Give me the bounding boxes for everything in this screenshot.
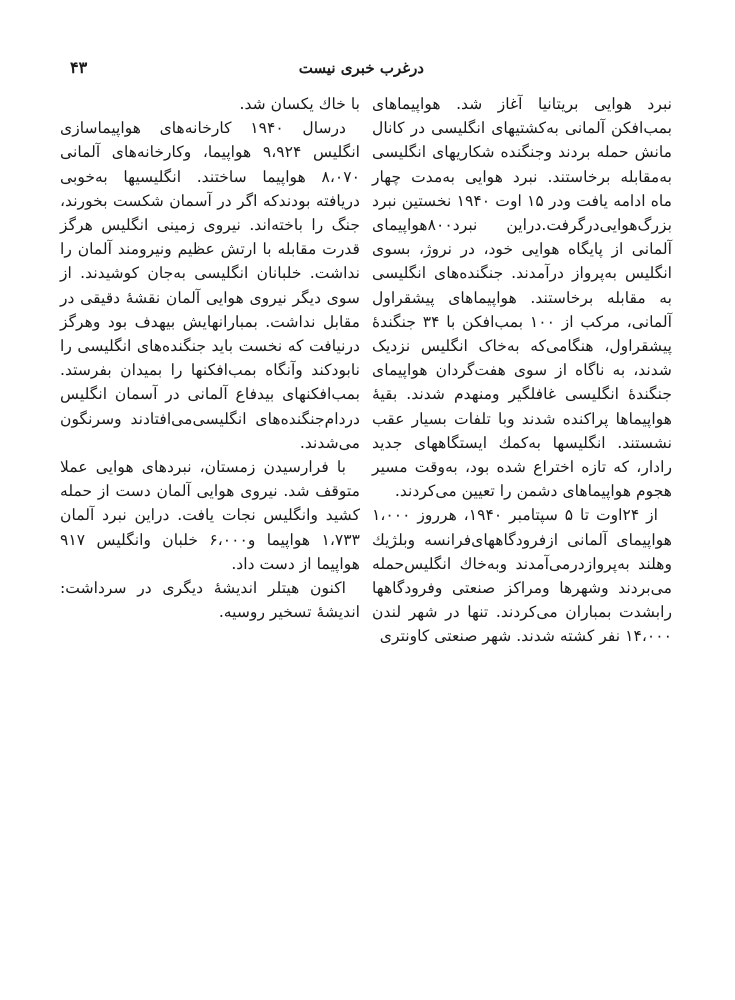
paragraph: با فرارسیدن زمستان، نبردهای هوایی عملا متوقف شد. نیروی هوایی آلمان دست از حمله کشید وانگلیس نجات یافت. دراین نبرد آلمان ۱،۷۳۳ هواپیما و۶،۰۰۰ خلبان وانگلیس ۹۱۷ هواپیما از دست داد.	[60, 458, 360, 573]
page-number: ۴۳	[70, 58, 88, 77]
paragraph: با خاك یکسان شد.	[239, 95, 360, 113]
paragraph: نبرد هوایی بریتانیا آغاز شد. هواپیماهای بمب‌افکن آلمانی به‌کشتیهای انگلیسی در کانال مانش حمله بردند وجنگنده شکاریهای انگلیسی به‌مقابله برخاستند. نبرد هوایی به‌مدت چهار ماه ادامه یافت ودر ۱۵ اوت ۱۹۴۰ نخستین نبرد بزرگ‌هوایی‌درگرفت.دراین نبرد۸۰۰هواپیمای آلمانی از پایگاه هوایی خود، در نروژ، بسوی انگلیس به‌پرواز درآمدند. جنگنده‌های انگلیسی به مقابله برخاستند. هواپیماهای پیشقراول آلمانی، مرکب از ۱۰۰ بمب‌افکن با ۳۴ جنگندهٔ پیشقراول، هنگامی‌که به‌خاک انگلیس نزدیک شدند، به ناگاه از سوی هفت‌گردان هواپیمای جنگندهٔ انگلیسی غافلگیر ومنهدم شدند. بقیهٔ هواپیماها پراکنده شدند وبا تلفات بسیار عقب نشستند. انگلیسها به‌کمك ایستگاههای جدید رادار، که تازه اختراع شده بود، به‌وقت مسیر هجوم هواپیماهای دشمن را تعیین می‌کردند.	[372, 95, 672, 501]
running-title: درغرب خبری نیست	[298, 59, 424, 77]
page-header	[70, 58, 424, 86]
paragraph: اکنون هیتلر اندیشهٔ دیگری در سرداشت: اندیشهٔ تسخیر روسیه.	[60, 579, 360, 622]
text-column-right	[372, 92, 672, 649]
text-column-left	[60, 92, 360, 624]
paragraph: درسال ۱۹۴۰ کارخانه‌های هواپیماسازی انگلیس ۹،۹۲۴ هواپیما، وکارخانه‌های آلمانی ۸،۰۷۰ هواپیما ساختند. انگلیسیها به‌خوبی دریافته بودندکه اگر در آسمان شکست بخورند، جنگ را باخته‌اند. نیروی زمینی انگلیس هرگز قدرت مقابله با ارتش عظیم ونیرومند آلمان را نداشت. خلبانان انگلیسی به‌جان کوشیدند. از سوی دیگر نیروی هوایی آلمان نقشهٔ دقیقی در مقابل نداشت. بمبارانهایش بیهدف بود وهرگز درنیافت که نخست باید جنگنده‌های انگلیسی را نابودکند وآنگاه بمب‌افکنها را بمیدان بفرستد. بمب‌افکنهای بیدفاع آلمانی در آسمان انگلیس دردام‌جنگنده‌های انگلیسی‌می‌افتادند وسرنگون می‌شدند.	[60, 119, 360, 452]
paragraph: از ۲۴اوت تا ۵ سپتامبر ۱۹۴۰، هرروز ۱،۰۰۰ هواپیمای آلمانی ازفرودگاههای‌فرانسه وبلژیك وهلند به‌پروازدرمی‌آمدند وبه‌خاك انگلیس‌حمله می‌بردند وشهرها ومراکز صنعتی وفرودگاهها رابشدت بمباران می‌کردند. تنها در شهر لندن ۱۴،۰۰۰ نفر کشته شدند. شهر صنعتی کاونتری	[372, 506, 672, 646]
